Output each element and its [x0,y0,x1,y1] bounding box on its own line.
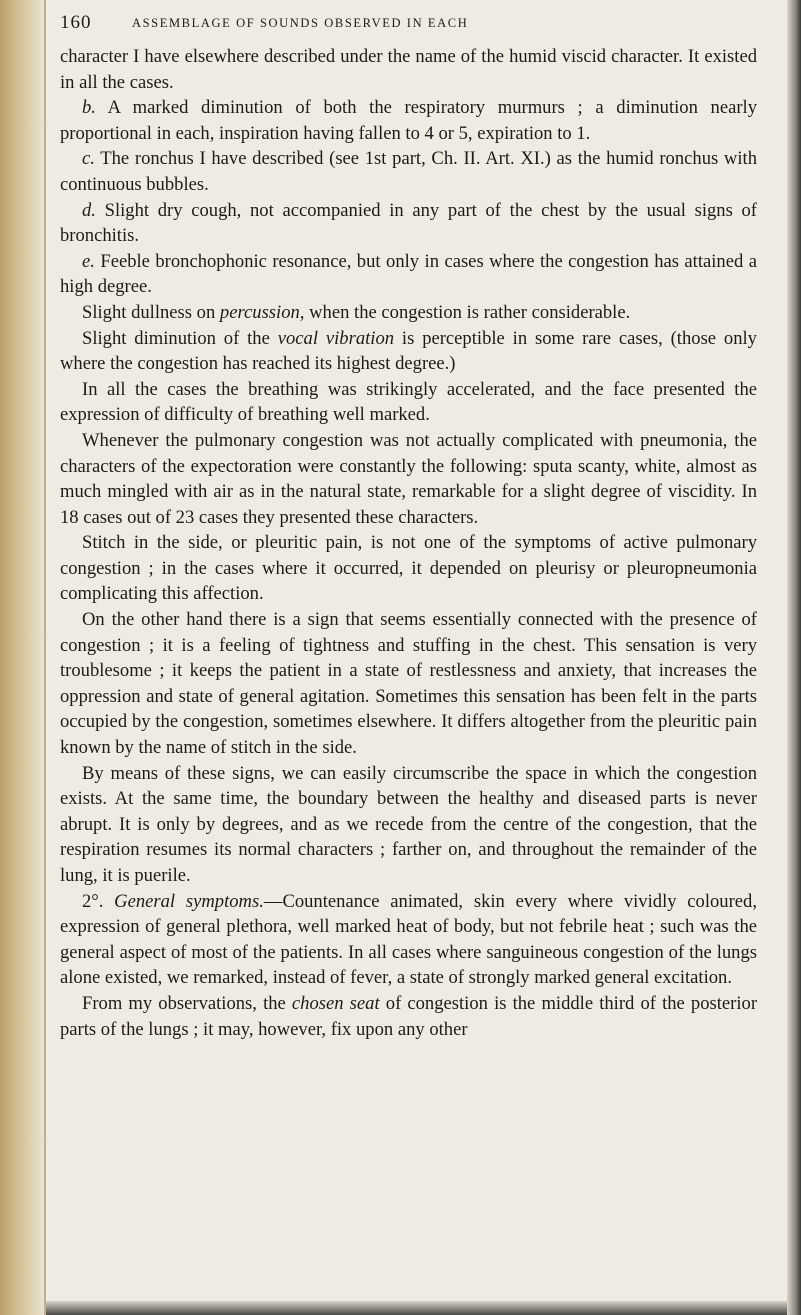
section-heading-general-symptoms: General symptoms. [103,890,264,912]
paragraph-b [60,95,757,146]
paragraph-tightness: On the other hand there is a sign that seems essentially connected with the presence of congestion ; it is a feeling of tightness and stuffing in the chest. This sensation is very troublesome ; it keeps the patient in a state of restlessness and anxiety, that increases the oppression and state of general agitation. Sometimes this sensation has been felt in the parts occupied by the congestion, sometimes elsewhere. It differs altogether from the pleuritic pain known by the name of stitch in the side. [60,609,757,759]
paragraph-breathing: In all the cases the breathing was strikingly accelerated, and the face presented the expression of difficulty of breathing well marked. [60,378,757,426]
book-gutter-shadow [0,0,46,1315]
paragraph-c [60,146,757,197]
paragraph-chosen-seat-b: of congestion is the middle third of the posterior parts of the lungs ; it may, however, fix upon any other [60,992,758,1040]
paragraph-chosen-seat-a: From my observations, the [82,992,292,1014]
paragraph-e-text: Feeble bronchophonic resonance, but only in cases where the congestion has attained a high degree. [60,250,757,298]
item-label-b: b. [82,97,96,119]
section-number: 2°. [82,890,104,912]
bottom-page-edge [46,1301,787,1315]
term-chosen-seat: chosen seat [291,992,380,1014]
paragraph-1: character I have elsewhere described under the name of the humid viscid character. It existed in all the cases. [60,46,757,93]
paragraph-percussion [60,300,757,326]
paragraph-chosen-seat [60,991,757,1042]
paragraph-c-text: The ronchus I have described (see 1st part, Ch. II. Art. XI.) as the humid ronchus with continuous bubbles. [60,148,757,195]
item-label-c: c. [82,148,95,170]
paragraph-percussion-a: Slight dullness on [82,301,220,323]
term-vocal-vibration: vocal vibration [277,327,395,349]
paragraph-general-symptoms-text: —Countenance animated, skin every where vividly coloured, expression of general plethora, well marked heat of body, but not febrile heat ; such was the general aspect of most of the patients. In all cases where sanguineous congestion of the lungs alone existed, we remarked, instead of fever, a state of strongly marked general excitation. [60,890,757,989]
paragraph-d-text: Slight dry cough, not accompanied in any part of the chest by the usual signs of bronchitis. [60,199,757,247]
item-label-d: d. [82,199,96,221]
gutter-edge [44,0,46,1315]
paragraph-b-text: A marked diminution of both the respiratory murmurs ; a diminution nearly proportional in each, inspiration having fallen to 4 or 5, expiration to 1. [60,97,757,144]
page-body [60,44,757,1042]
right-page-edge [787,0,801,1315]
paragraph-vocal-vibration [60,326,757,377]
paragraph-e [60,249,757,300]
paragraph-general-symptoms [60,889,757,991]
paragraph-vocal-b: is perceptible in some rare cases, (those only where the congestion has reached its highest degree.) [60,327,757,375]
paragraph-vocal-a: Slight diminution of the [82,327,278,349]
paragraph-percussion-b: when the congestion is rather considerable. [304,301,631,323]
page-header [60,12,770,34]
running-head: ASSEMBLAGE OF SOUNDS OBSERVED IN EACH [132,16,469,30]
paragraph-boundary: By means of these signs, we can easily circumscribe the space in which the congestion exists. At the same time, the boundary between the healthy and diseased parts is never abrupt. It is only by degrees, and as we recede from the centre of the congestion, that the respiration resumes its normal characters ; farther on, and throughout the remainder of the lung, it is puerile. [60,762,757,886]
paragraph-stitch: Stitch in the side, or pleuritic pain, is not one of the symptoms of active pulmonary congestion ; in the cases where it occurred, it depended on pleurisy or pleuropneumonia complicating this affection. [60,532,757,605]
page-number: 160 [60,12,92,33]
term-percussion: percussion, [219,301,305,323]
item-label-e: e. [82,250,95,272]
paragraph-d [60,198,757,249]
paragraph-expectoration: Whenever the pulmonary congestion was not actually complicated with pneumonia, the characters of the expectoration were constantly the following: sputa scanty, white, almost as much mingled with air as in the natural state, remarkable for a slight degree of viscidity. In 18 cases out of 23 cases they presented these characters. [60,429,757,528]
